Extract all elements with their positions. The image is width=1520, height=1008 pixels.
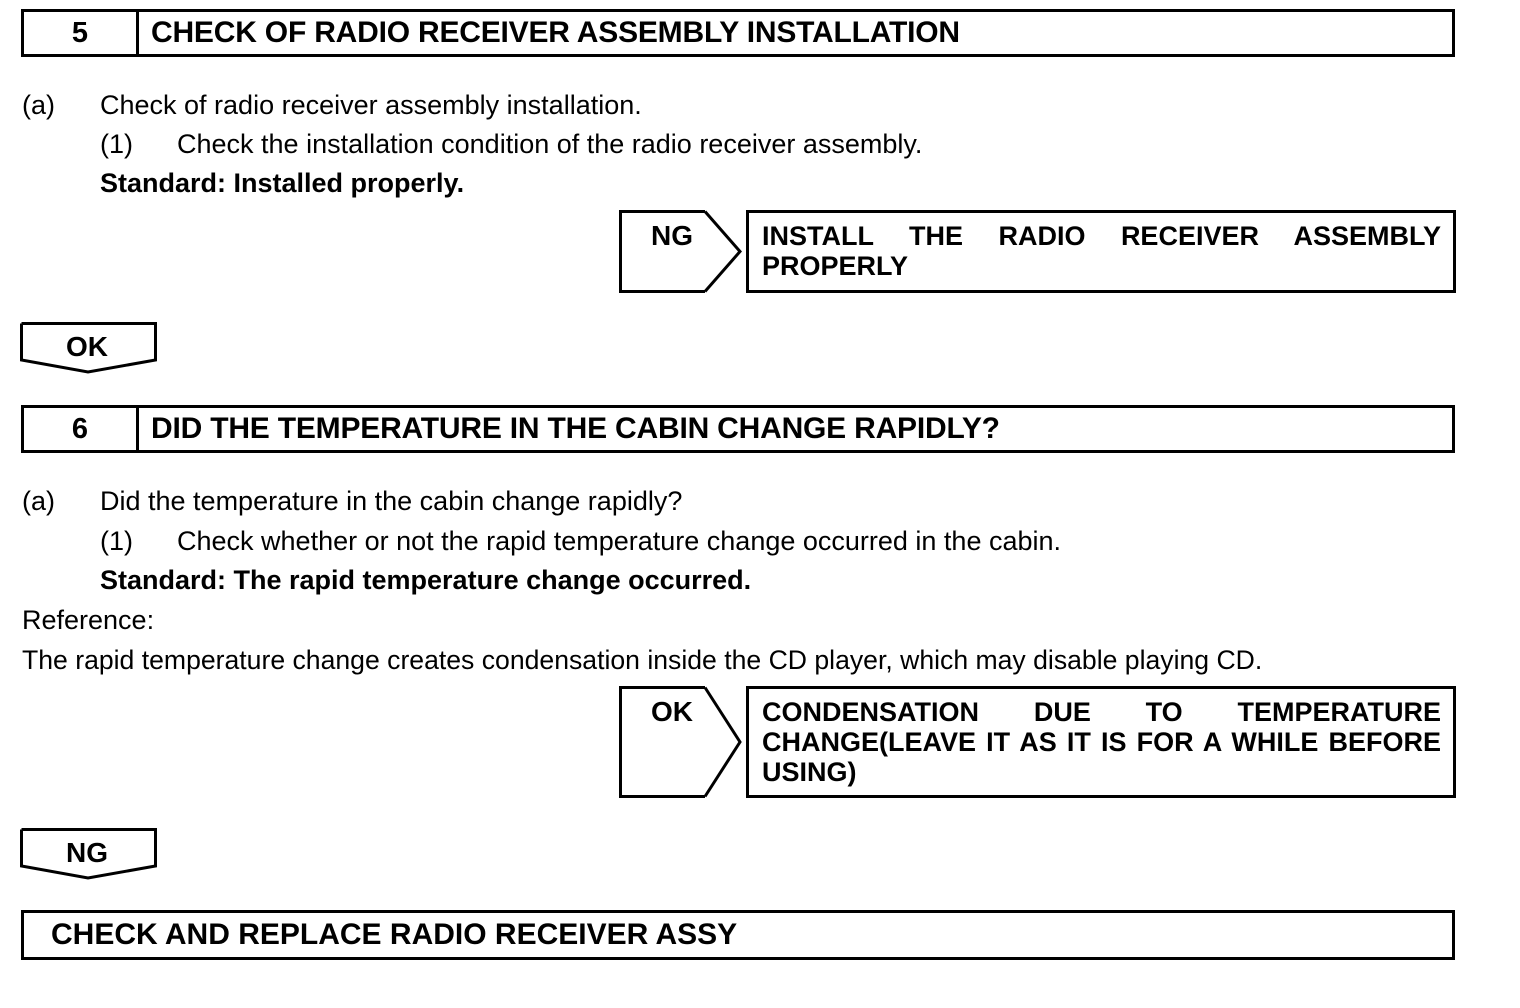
step-6-title: DID THE TEMPERATURE IN THE CABIN CHANGE RAPIDLY? xyxy=(151,412,1000,445)
step-5-sub-1-label: (1) xyxy=(100,129,133,159)
step-6-sub-1-text: Check whether or not the rapid temperature change occurred in the cabin. xyxy=(177,526,1062,556)
step-6-reference-text: The rapid temperature change creates condensation inside the CD player, which may disable playing CD. xyxy=(22,645,1263,675)
step-5-number: 5 xyxy=(24,12,139,54)
step-5-result-box xyxy=(746,210,1456,293)
final-step-box xyxy=(21,910,1455,960)
step-6-result-box xyxy=(746,686,1456,798)
step-6-item-a-text: Did the temperature in the cabin change rapidly? xyxy=(100,486,683,516)
step-5-result-text: INSTALL THE RADIO RECEIVER ASSEMBLY PROPERLY xyxy=(762,221,1441,281)
step-5-continue-label: OK xyxy=(66,331,108,362)
step-5-branch-label: NG xyxy=(651,220,693,251)
step-5-sub-1-text: Check the installation condition of the radio receiver assembly. xyxy=(177,129,923,159)
step-6-continue-label: NG xyxy=(66,837,108,868)
step-6-item-a-label: (a) xyxy=(22,486,55,516)
step-5-item-a-label: (a) xyxy=(22,90,55,120)
step-6-standard: Standard: The rapid temperature change occurred. xyxy=(100,565,752,595)
step-6-branch-label: OK xyxy=(651,696,693,727)
step-6-result-text: CONDENSATION DUE TO TEMPERATURE CHANGE(LEAVE IT AS IT IS FOR A WHILE BEFORE USING) xyxy=(762,697,1441,787)
final-step-title: CHECK AND REPLACE RADIO RECEIVER ASSY xyxy=(51,918,738,951)
step-5-item-a-text: Check of radio receiver assembly installation. xyxy=(100,90,642,120)
step-6-sub-1-label: (1) xyxy=(100,526,133,556)
step-6-reference-heading: Reference: xyxy=(22,605,155,635)
step-5-header xyxy=(21,9,1455,57)
step-6-header xyxy=(21,405,1455,453)
step-5-title: CHECK OF RADIO RECEIVER ASSEMBLY INSTALLATION xyxy=(151,16,960,49)
step-6-number: 6 xyxy=(24,408,139,450)
step-5-standard: Standard: Installed properly. xyxy=(100,168,465,198)
